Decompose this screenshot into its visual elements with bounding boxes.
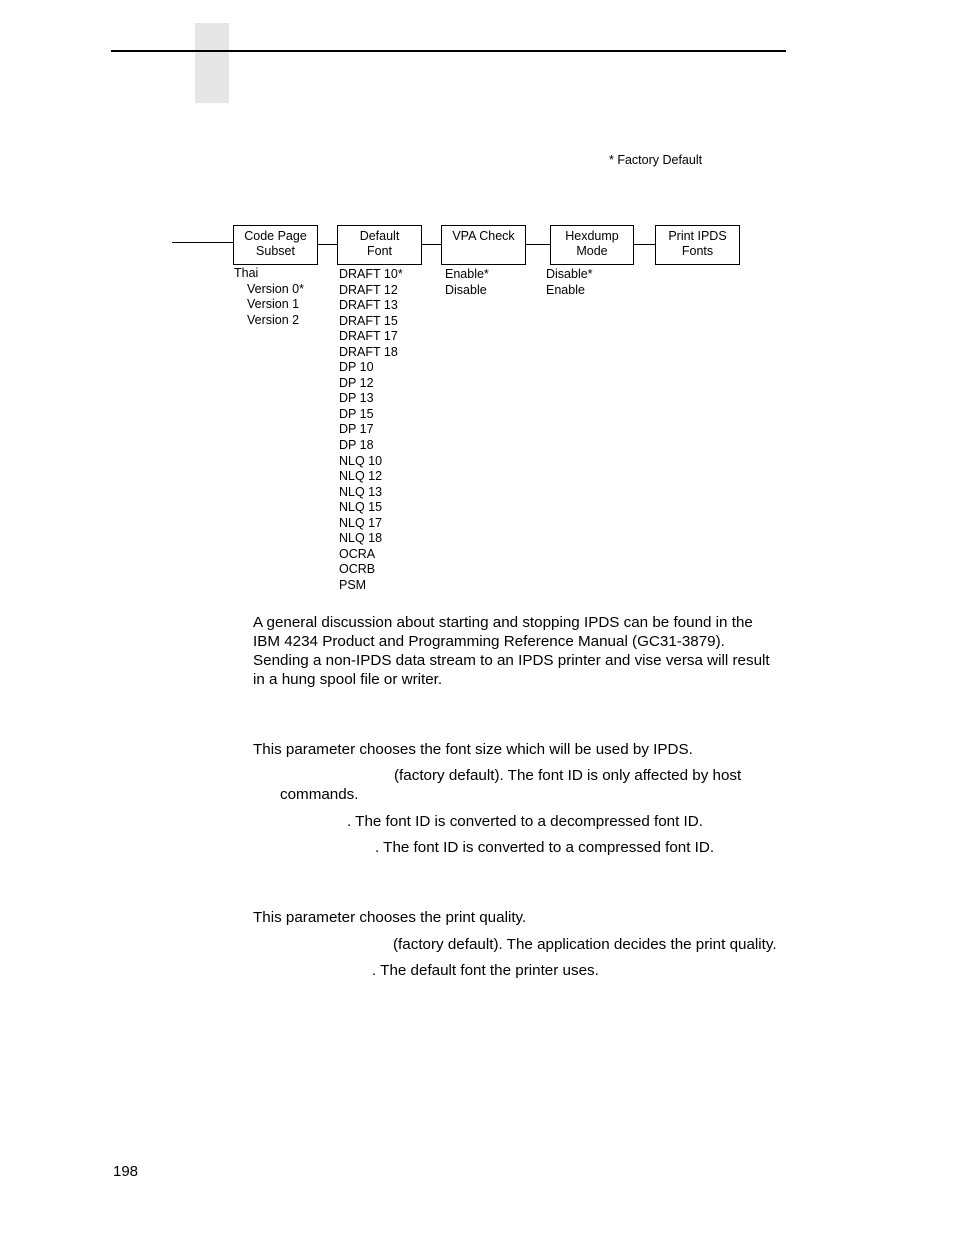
option-item: DP 15: [339, 406, 374, 421]
menu-lead-line: [172, 242, 233, 243]
menu-box-label: Code Page: [244, 229, 307, 243]
menu-box-label: VPA Check: [452, 229, 515, 243]
option-item: DP 10: [339, 360, 374, 375]
option-item: DRAFT 17: [339, 329, 398, 344]
chapter-tab: [195, 23, 229, 103]
option-item: Version 1: [247, 297, 300, 312]
font-size-item-1: (factory default). The font ID is only affected by host: [394, 767, 742, 784]
header-rule: [111, 50, 786, 52]
menu-connector: [422, 244, 441, 245]
menu-connector: [634, 244, 655, 245]
default-font-options: [339, 267, 403, 593]
ipds-note-line: IBM 4234 Product and Programming Reference Manual (GC31-3879).: [253, 633, 725, 650]
option-item: Enable*: [445, 267, 489, 281]
option-item: DP 17: [339, 422, 374, 437]
option-item: NLQ 17: [339, 515, 383, 530]
menu-box-label: Hexdump: [565, 229, 619, 243]
option-item: Disable: [445, 282, 487, 297]
print-quality-item-2: . The default font the printer uses.: [372, 962, 599, 979]
menu-box-label: Subset: [256, 244, 295, 258]
menu-box-label: Font: [366, 244, 392, 258]
option-item: PSM: [339, 577, 367, 592]
print-quality-item-1: (factory default). The application decides the print quality.: [393, 936, 777, 953]
option-item: DRAFT 12: [339, 282, 398, 297]
option-item: NLQ 12: [339, 469, 383, 484]
option-item: DRAFT 15: [339, 313, 398, 328]
ipds-note-line: in a hung spool file or writer.: [253, 671, 443, 688]
option-item: NLQ 10: [339, 453, 383, 468]
menu-box-hexdump-mode: [550, 225, 634, 265]
option-item: Version 2: [247, 312, 300, 327]
code-page-subset-options: [234, 266, 304, 328]
option-item: Enable: [546, 282, 585, 297]
menu-box-label: Fonts: [681, 244, 714, 258]
option-item: NLQ 15: [339, 500, 383, 515]
menu-box-default-font: [337, 225, 422, 265]
option-item: DP 12: [339, 375, 374, 390]
ipds-note-line: A general discussion about starting and stopping IPDS can be found in the: [253, 614, 753, 631]
font-size-item-3: . The font ID is converted to a compressed font ID.: [375, 839, 715, 856]
option-item: NLQ 18: [339, 531, 383, 546]
hexdump-mode-options: [546, 267, 593, 298]
option-item: DRAFT 10*: [339, 267, 403, 281]
menu-box-label: Print IPDS: [668, 229, 727, 243]
vpa-check-options: [445, 267, 489, 298]
option-item: NLQ 13: [339, 484, 383, 499]
menu-box-code-page-subset: [233, 225, 318, 265]
menu-box-label: Default: [359, 229, 400, 243]
font-size-item-1-cont: commands.: [280, 786, 359, 803]
print-quality-intro: This parameter chooses the print quality.: [253, 909, 527, 926]
page-number: 198: [113, 1163, 139, 1180]
option-item: Disable*: [546, 267, 593, 281]
option-item: DP 18: [339, 438, 374, 453]
menu-connector: [318, 244, 337, 245]
ipds-note-line: Sending a non-IPDS data stream to an IPDS printer and vise versa will result: [253, 652, 770, 669]
option-item: Thai: [234, 266, 259, 280]
option-item: OCRB: [339, 562, 376, 577]
menu-box-label: Mode: [576, 244, 608, 258]
menu-connector: [526, 244, 550, 245]
option-item: DRAFT 13: [339, 298, 398, 313]
option-item: DRAFT 18: [339, 344, 398, 359]
font-size-item-2: . The font ID is converted to a decompressed font ID.: [347, 813, 703, 830]
option-item: Version 0*: [247, 281, 304, 296]
font-size-intro: This parameter chooses the font size which will be used by IPDS.: [253, 741, 693, 758]
menu-box-vpa-check: [441, 225, 526, 265]
menu-box-print-ipds-fonts: [655, 225, 740, 265]
option-item: DP 13: [339, 391, 374, 406]
factory-default-note: * Factory Default: [609, 153, 703, 167]
option-item: OCRA: [339, 546, 376, 561]
